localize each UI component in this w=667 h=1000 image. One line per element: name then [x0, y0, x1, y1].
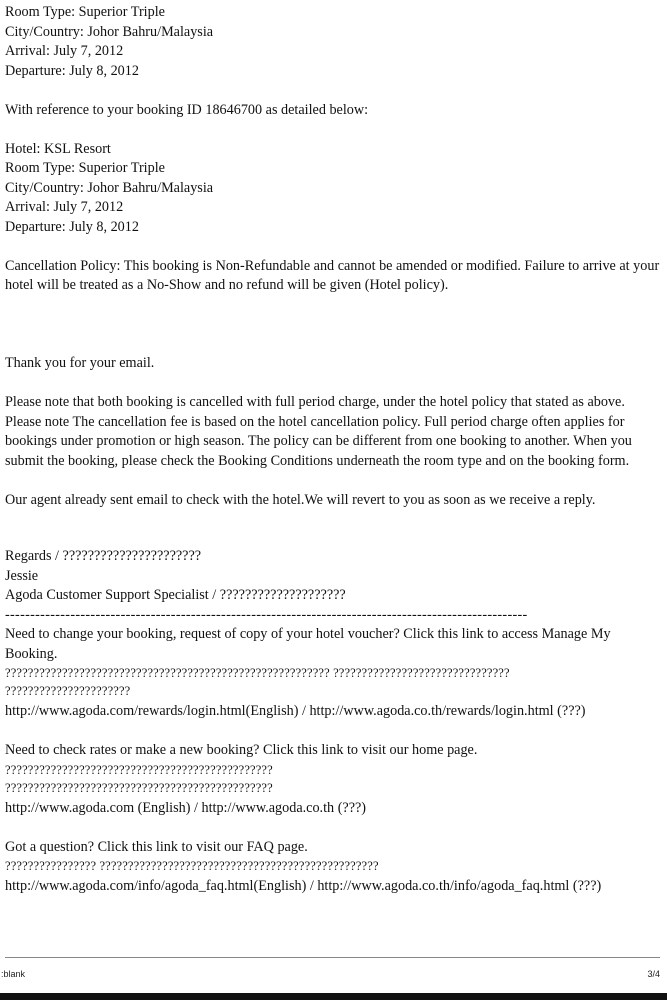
footer-page-number: 3/4 [647, 969, 660, 979]
manage-booking-text: Need to change your booking, request of copy of your hotel voucher? Click this link to access Manage My Booking. [5, 626, 611, 662]
thank-you-line: Thank you for your email. [5, 355, 155, 371]
top-arrival: Arrival: July 7, 2012 [5, 43, 124, 59]
detail-arrival: Arrival: July 7, 2012 [5, 199, 124, 215]
rates-untranslated-1: ??????????????????????????????????????????????? [5, 762, 273, 777]
detail-city-country: City/Country: Johor Bahru/Malaysia [5, 179, 214, 196]
agent-note: Our agent already sent email to check with the hotel.We will revert to you as soon as we receive a reply. [5, 491, 596, 508]
detail-departure: Departure: July 8, 2012 [5, 218, 139, 235]
manage-booking-untranslated-2: ?????????????????????? [5, 684, 131, 698]
top-city-country: City/Country: Johor Bahru/Malaysia [5, 23, 214, 40]
faq-untranslated-1: ???????????????? ????????????????????????????????????????????????? [5, 859, 379, 873]
cancellation-note: Please note that both booking is cancelled with full period charge, under the hotel policy that stated as above. Please note The cancellation fee is based on the hotel cancellation policy. Full period charge often applies for bookings under promotion or high season. The policy can be different from one booking to another. When you submit the booking, please check the Booking Conditions underneath the room type and on the booking form. [5, 394, 632, 469]
footer-divider [5, 957, 660, 958]
detail-hotel: Hotel: KSL Resort [5, 140, 111, 157]
footer-page-source: :blank [1, 969, 26, 979]
top-room-type: Room Type: Superior Triple [5, 4, 165, 20]
booking-reference: With reference to your booking ID 18646700 as detailed below: [5, 101, 369, 118]
rates-text: Need to check rates or make a new booking? Click this link to visit our home page. [5, 742, 478, 758]
rates-links[interactable]: http://www.agoda.com (English) / http://www.agoda.co.th (???) [5, 799, 367, 816]
faq-links[interactable]: http://www.agoda.com/info/agoda_faq.html(English) / http://www.agoda.co.th/info/agoda_faq.html (???) [5, 878, 602, 894]
signature-regards: Regards / ?????????????????????? [5, 548, 202, 564]
manage-booking-links[interactable]: http://www.agoda.com/rewards/login.html(English) / http://www.agoda.co.th/rewards/login.html (???) [5, 703, 586, 719]
bottom-edge-bar [0, 993, 667, 1000]
email-document [5, 3, 660, 897]
top-departure: Departure: July 8, 2012 [5, 62, 139, 79]
cancellation-policy: Cancellation Policy: This booking is Non-Refundable and cannot be amended or modified. Failure to arrive at your hotel will be treated as a No-Show and no refund will be given (Hotel policy). [5, 257, 660, 293]
signature-title: Agoda Customer Support Specialist / ???????????????????? [5, 587, 346, 603]
signature-name: Jessie [5, 567, 39, 584]
manage-booking-untranslated-1: ????????????????????????????????????????????????????????? ??????????????????????????????? [5, 666, 510, 680]
divider-line: -------------------------------------------------------------------------------------------------------- [5, 606, 528, 623]
rates-untranslated-2: ??????????????????????????????????????????????? [5, 780, 273, 795]
detail-room-type: Room Type: Superior Triple [5, 160, 165, 176]
faq-text: Got a question? Click this link to visit our FAQ page. [5, 838, 308, 855]
